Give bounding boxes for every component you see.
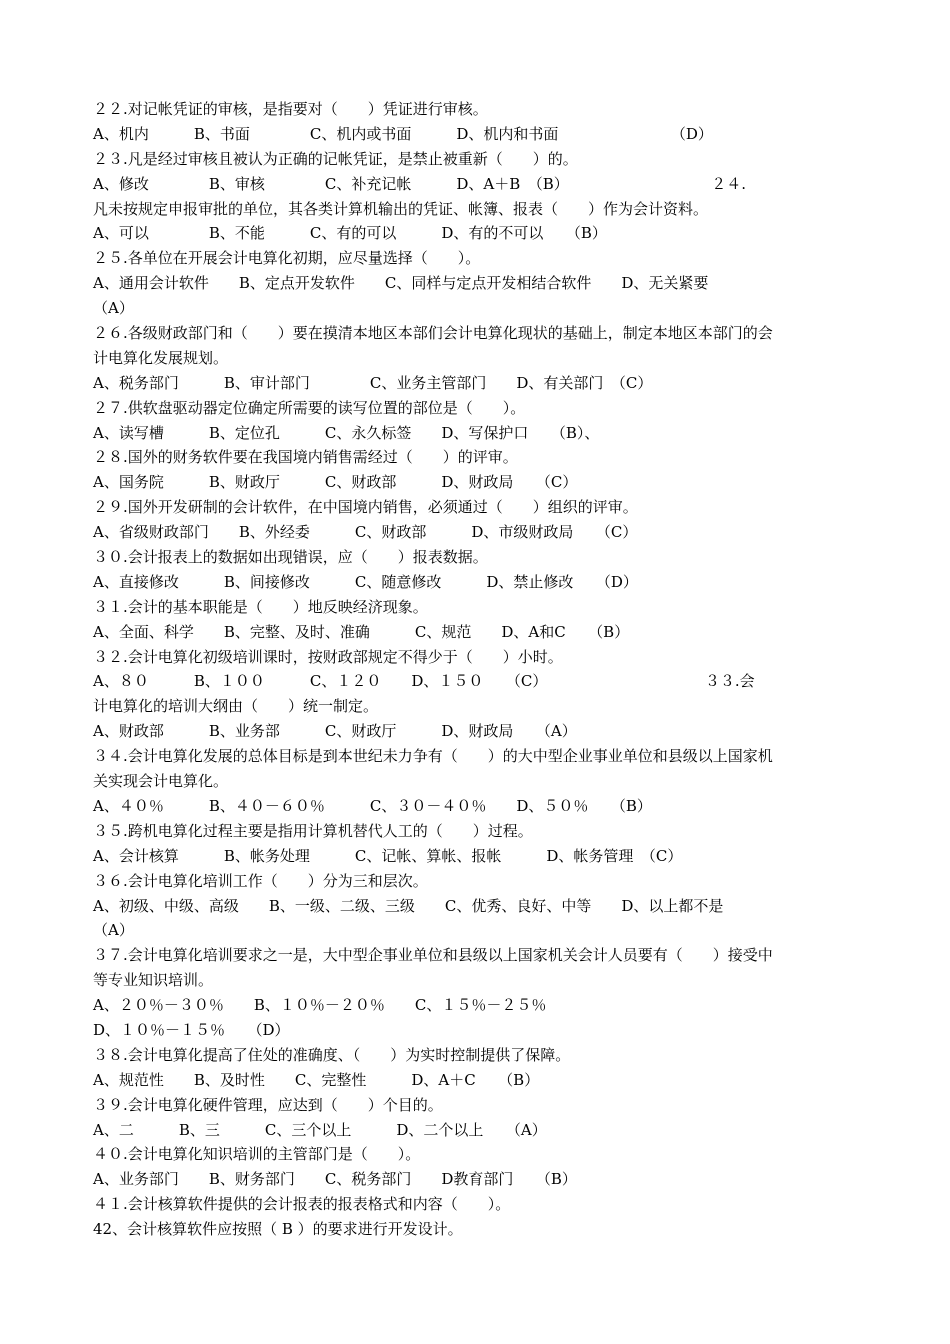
text-line: 关实现会计电算化。: [93, 772, 229, 791]
text-line: A、会计核算 B、帐务处理 C、记帐、算帐、报帐 D、帐务管理 （C）: [93, 846, 683, 865]
text-line: A、财政部 B、业务部 C、财政厅 D、财政局 （A）: [93, 722, 577, 741]
text-line: A、国务院 B、财政厅 C、财政部 D、财政局 （C）: [93, 473, 578, 492]
text-line: ２５.各单位在开展会计电算化初期，应尽量选择（ ）。: [93, 249, 481, 268]
text-line: A、２０％－３０％ B、１０％－２０％ C、１５％－２５％: [93, 996, 547, 1015]
text-line: D、１０％－１５％ （D）: [93, 1020, 290, 1039]
text-line: A、税务部门 B、审计部门 C、业务主管部门 D、有关部门 （C）: [93, 373, 653, 392]
text-line: A、可以 B、不能 C、有的可以 D、有的不可以 （B）: [93, 224, 607, 243]
text-line: ３９.会计电算化硬件管理，应达到（ ）个目的。: [93, 1095, 443, 1114]
text-line: （A）: [93, 299, 134, 318]
text-line: ３５.跨机电算化过程主要是指用计算机替代人工的（ ）过程。: [93, 821, 533, 840]
text-line: 凡未按规定申报审批的单位，其各类计算机输出的凭证、帐簿、报表（ ）作为会计资料。: [93, 199, 709, 218]
text-line: ２２.对记帐凭证的审核，是指要对（ ）凭证进行审核。: [93, 100, 488, 118]
text-line: A、二 B、三 C、三个以上 D、二个以上 （A）: [93, 1120, 547, 1139]
text-line: A、业务部门 B、财务部门 C、税务部门 D教育部门 （B）: [93, 1170, 577, 1189]
text-line: 等专业知识培训。: [93, 971, 214, 990]
text-line: ２７.供软盘驱动器定位确定所需要的读写位置的部位是（ ）。: [93, 398, 526, 417]
text-line: ３２.会计电算化初级培训课时，按财政部规定不得少于（ ）小时。: [93, 647, 563, 666]
text-line: ３６.会计电算化培训工作（ ）分为三和层次。: [93, 871, 428, 890]
text-line: 计电算化发展规划。: [93, 348, 229, 367]
text-line: ３８.会计电算化提高了住处的准确度、（ ）为实时控制提供了保障。: [93, 1045, 571, 1064]
text-line: A、机内 B、书面 C、机内或书面 D、机内和书面 （D）: [93, 124, 713, 143]
text-line: ３７.会计电算化培训要求之一是，大中型企事业单位和县级以上国家机关会计人员要有（ ）接受中: [93, 946, 773, 965]
text-line: A、初级、中级、高级 B、一级、二级、三级 C、优秀、良好、中等 D、以上都不是: [93, 896, 724, 915]
text-line: ２３.凡是经过审核且被认为正确的记帐凭证，是禁止被重新（ ）的。: [93, 149, 578, 168]
document-body: [93, 97, 861, 1242]
text-line: A、８０ B、１００ C、１２０ D、１５０ （C） ３３.会: [93, 672, 755, 691]
text-line: ２９.国外开发研制的会计软件，在中国境内销售，必须通过（ ）组织的评审。: [93, 498, 638, 517]
text-line: ３０.会计报表上的数据如出现错误，应（ ）报表数据。: [93, 548, 488, 567]
text-line: A、全面、科学 B、完整、及时、准确 C、规范 D、A和C （B）: [93, 622, 630, 641]
text-line: A、修改 B、审核 C、补充记帐 D、A＋B （B） ２４.: [93, 174, 747, 193]
text-line: ４０.会计电算化知识培训的主管部门是（ ）。: [93, 1145, 421, 1164]
text-line: ３４.会计电算化发展的总体目标是到本世纪未力争有（ ）的大中型企业事业单位和县级以上国家机: [93, 747, 773, 766]
text-line: 42、会计核算软件应按照（ B ）的要求进行开发设计。: [93, 1220, 463, 1239]
text-line: ４１.会计核算软件提供的会计报表的报表格式和内容（ ）。: [93, 1195, 511, 1214]
text-line: ２６.各级财政部门和（ ）要在摸清本地区本部们会计电算化现状的基础上，制定本地区本部门的会: [93, 324, 773, 343]
text-line: ２８.国外的财务软件要在我国境内销售需经过（ ）的评审。: [93, 448, 518, 467]
text-line: A、通用会计软件 B、定点开发软件 C、同样与定点开发相结合软件 D、无关紧要: [93, 274, 709, 293]
text-line: A、４０％ B、４０－６０％ C、３０－４０％ D、５０％ （B）: [93, 796, 652, 815]
text-line: （A）: [93, 921, 134, 940]
text-line: A、读写槽 B、定位孔 C、永久标签 D、写保护口 （B）、: [93, 423, 600, 442]
text-line: A、规范性 B、及时性 C、完整性 D、A＋C （B）: [93, 1070, 540, 1089]
text-line: ３１.会计的基本职能是（ ）地反映经济现象。: [93, 597, 428, 616]
text-line: A、省级财政部门 B、外经委 C、财政部 D、市级财政局 （C）: [93, 523, 638, 542]
text-line: A、直接修改 B、间接修改 C、随意修改 D、禁止修改 （D）: [93, 572, 638, 591]
text-line: 计电算化的培训大纲由（ ）统一制定。: [93, 697, 379, 716]
